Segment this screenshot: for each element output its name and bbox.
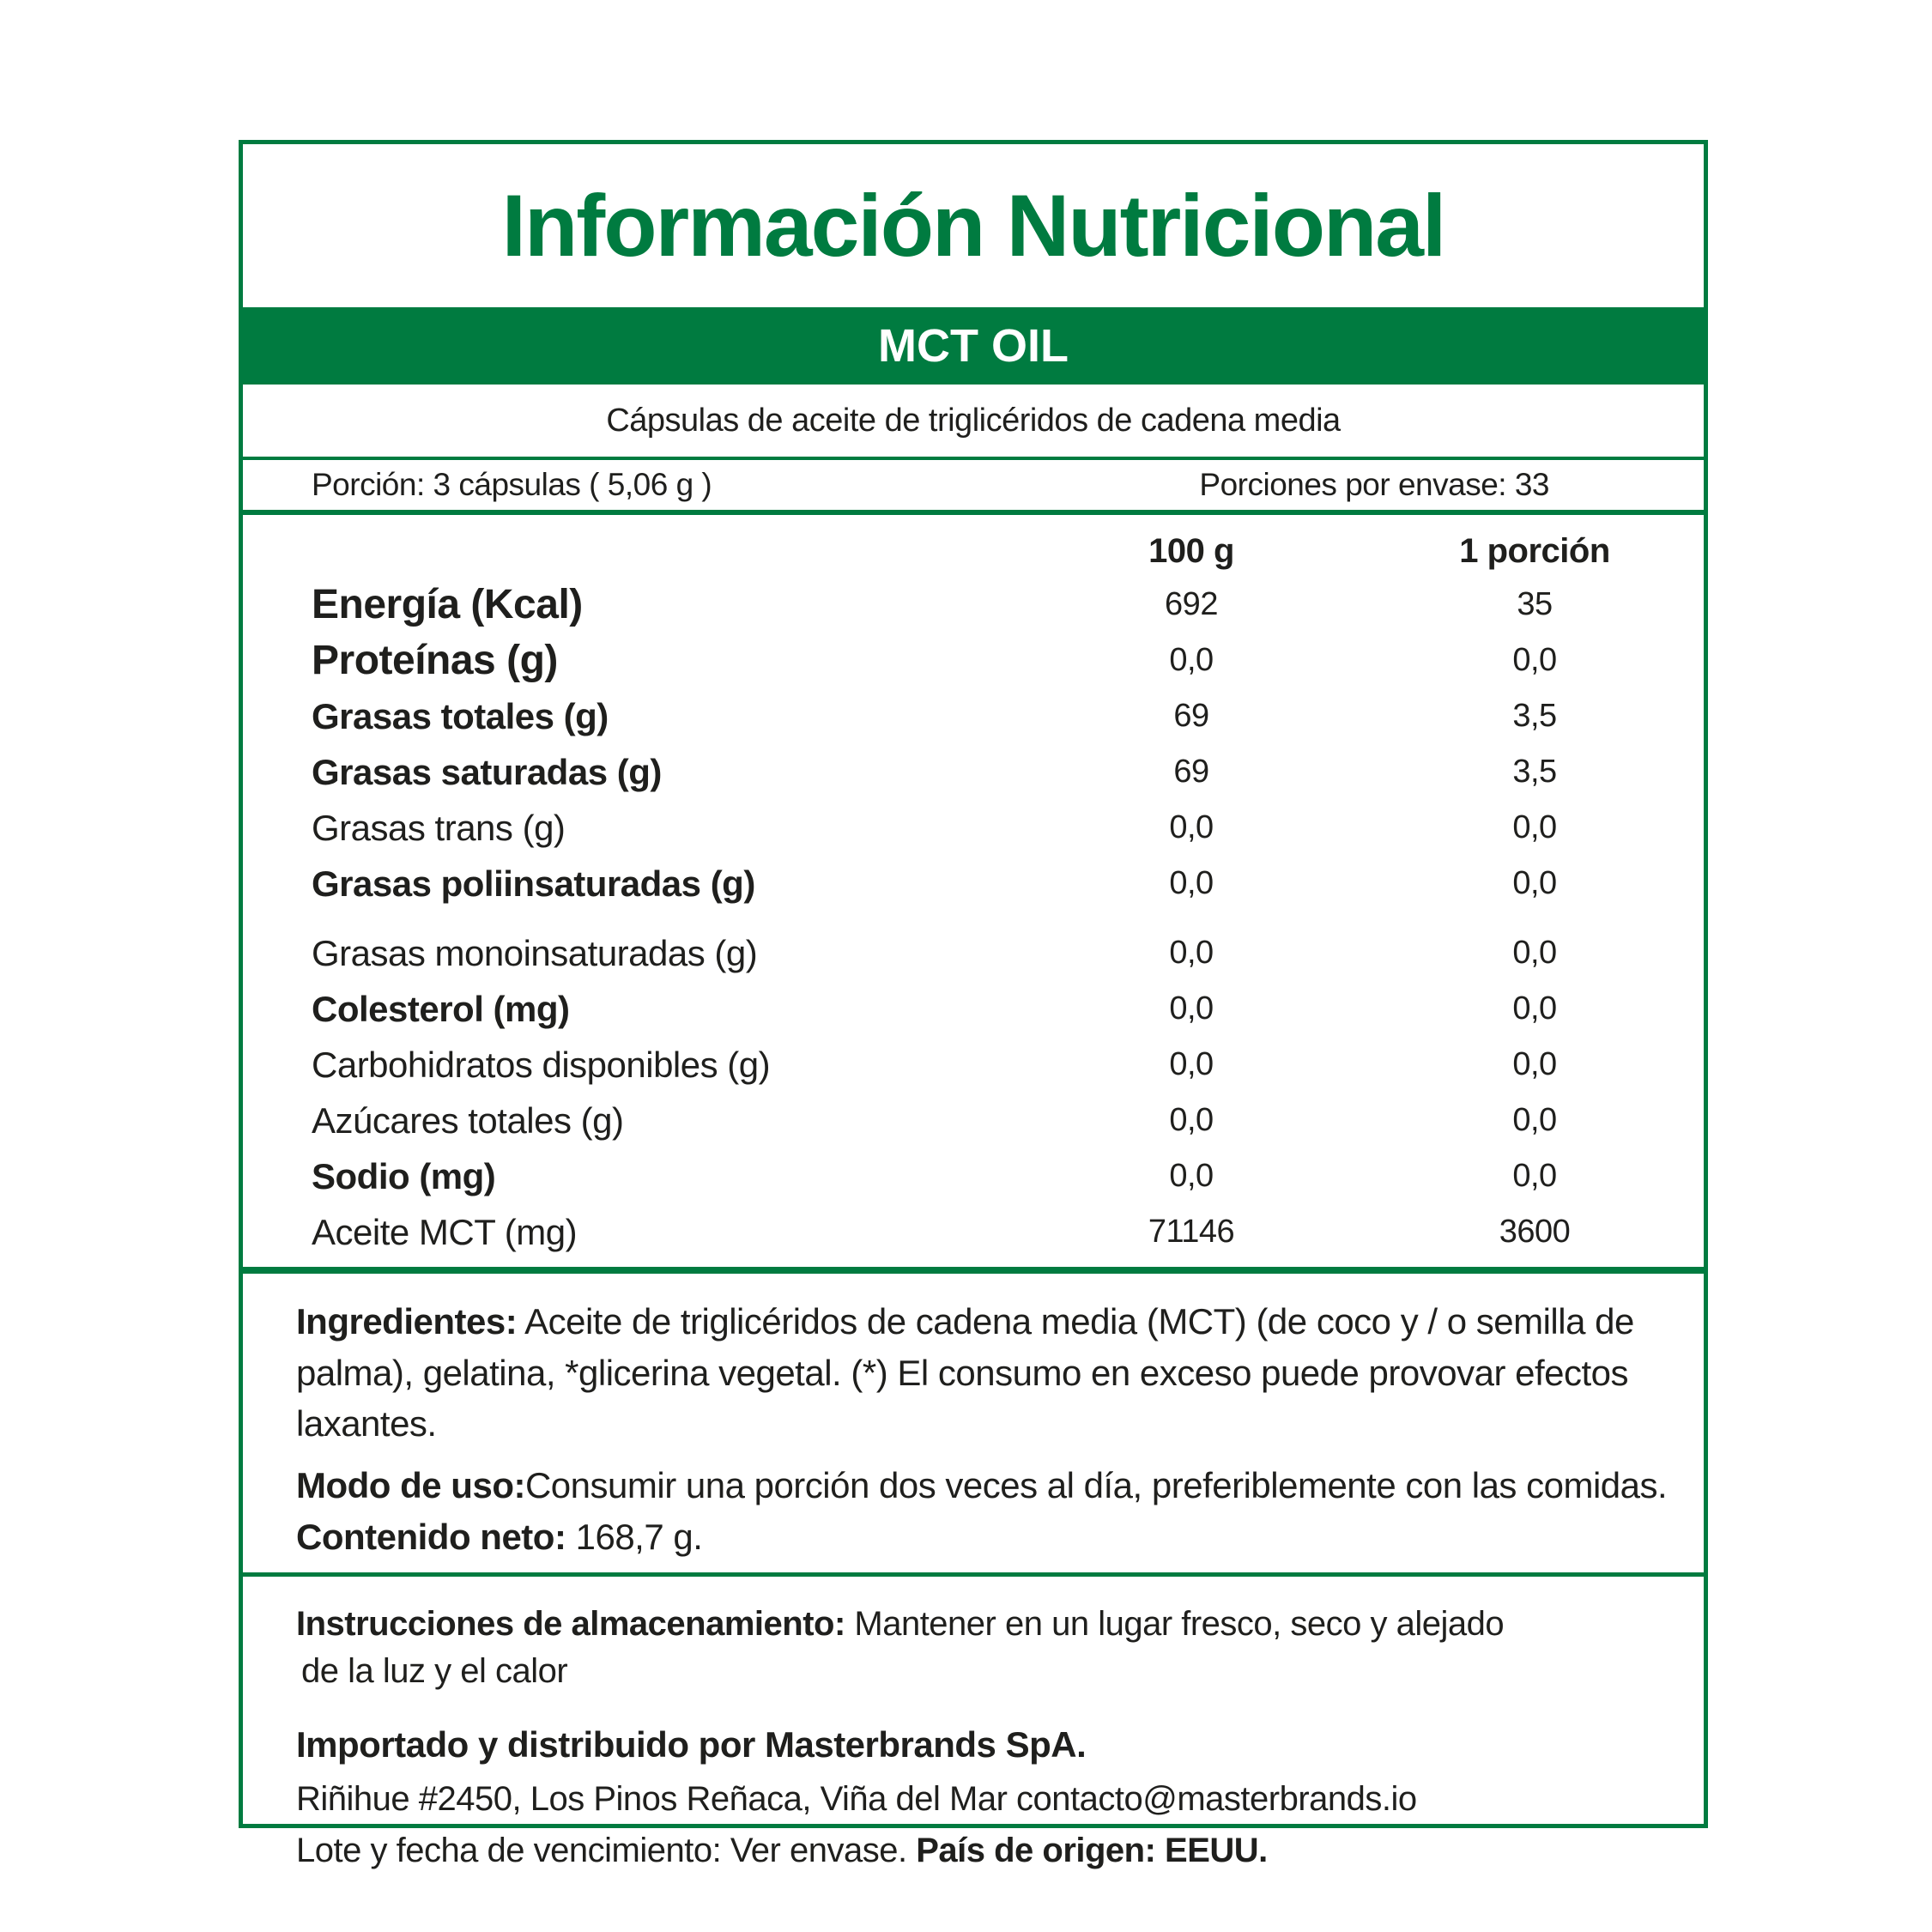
page-title: Información Nutricional xyxy=(501,176,1445,275)
storage-label: Instrucciones de almacenamiento: xyxy=(296,1605,845,1644)
table-row xyxy=(243,744,1704,800)
ingredients-label: Ingredientes: xyxy=(296,1301,518,1341)
product-subtitle: Cápsulas de aceite de triglicéridos de cadena media xyxy=(606,402,1341,439)
net-content-label: Contenido neto: xyxy=(296,1516,566,1557)
value-per-portion: 0,0 xyxy=(1512,1158,1557,1194)
table-row xyxy=(243,925,1704,981)
usage-paragraph xyxy=(296,1460,1669,1562)
table-row xyxy=(243,981,1704,1037)
value-per-100g: 69 xyxy=(1173,698,1209,734)
table-row xyxy=(243,688,1704,744)
nutrient-name: Aceite MCT (mg) xyxy=(312,1211,578,1252)
table-row xyxy=(243,800,1704,856)
usage-text: Consumir una porción dos veces al día, preferiblemente con las comidas. xyxy=(524,1464,1668,1505)
table-row xyxy=(243,1037,1704,1093)
value-per-100g: 0,0 xyxy=(1169,1046,1214,1082)
value-per-portion: 0,0 xyxy=(1512,1102,1557,1138)
table-header xyxy=(243,525,1704,577)
value-per-100g: 0,0 xyxy=(1169,865,1214,901)
product-band xyxy=(243,307,1704,385)
nutrient-name: Azúcares totales (g) xyxy=(312,1099,624,1141)
nutrient-name: Grasas saturadas (g) xyxy=(312,751,662,792)
value-per-100g: 0,0 xyxy=(1169,990,1214,1027)
nutrient-name: Grasas trans (g) xyxy=(312,807,566,848)
table-row xyxy=(243,1148,1704,1204)
value-per-100g: 0,0 xyxy=(1169,1102,1214,1138)
lot-origin-line xyxy=(296,1827,1669,1874)
storage-instructions-line2: de la luz y el calor xyxy=(301,1652,568,1691)
value-per-100g: 71146 xyxy=(1148,1214,1235,1250)
table-row xyxy=(243,1204,1704,1260)
nutrient-name: Grasas totales (g) xyxy=(312,695,609,736)
lot-text: Lote y fecha de vencimiento: Ver envase. xyxy=(296,1831,917,1869)
title-section xyxy=(243,144,1704,307)
value-per-100g: 0,0 xyxy=(1169,935,1214,971)
value-per-100g: 0,0 xyxy=(1169,809,1214,845)
value-per-portion: 0,0 xyxy=(1512,935,1557,971)
value-per-portion: 0,0 xyxy=(1512,865,1557,901)
portion-row xyxy=(243,460,1704,515)
usage-label: Modo de uso: xyxy=(296,1464,525,1505)
table-row xyxy=(243,856,1704,911)
nutrient-name: Carbohidratos disponibles (g) xyxy=(312,1044,771,1085)
nutrient-name: Grasas poliinsaturadas (g) xyxy=(312,863,755,904)
value-per-portion: 3,5 xyxy=(1512,698,1557,734)
portion-size: Porción: 3 cápsulas ( 5,06 g ) xyxy=(312,467,712,502)
column-header-portion: 1 porción xyxy=(1459,531,1610,570)
servings-per-container: Porciones por envase: 33 xyxy=(1199,467,1549,502)
product-name: MCT OIL xyxy=(878,320,1069,372)
importer-line: Importado y distribuido por Masterbrands SpA. xyxy=(296,1723,1087,1765)
ingredients-text: Aceite de triglicéridos de cadena media (MCT) (de coco y / o semilla de palma), gelatina, *glicerina vegetal. (*) El consumo en exceso puede provovar efectos laxantes. xyxy=(296,1301,1634,1444)
storage-instructions xyxy=(296,1601,1669,1648)
value-per-portion: 3,5 xyxy=(1512,754,1557,790)
value-per-portion: 3600 xyxy=(1499,1214,1571,1250)
value-per-100g: 0,0 xyxy=(1169,642,1214,678)
ingredients-section xyxy=(243,1274,1704,1577)
table-row xyxy=(243,633,1704,688)
column-header-100g: 100 g xyxy=(1148,531,1234,570)
net-content-value: 168,7 g. xyxy=(566,1516,703,1557)
value-per-portion: 0,0 xyxy=(1512,809,1557,845)
value-per-100g: 69 xyxy=(1173,754,1209,790)
storage-text: Mantener en un lugar fresco, seco y alejado xyxy=(845,1605,1505,1644)
ingredients-paragraph xyxy=(296,1296,1669,1450)
table-row xyxy=(243,577,1704,633)
origin-text: País de origen: EEUU. xyxy=(916,1831,1268,1869)
nutrient-name: Colesterol (mg) xyxy=(312,988,570,1029)
subtitle-row xyxy=(243,385,1704,460)
value-per-portion: 0,0 xyxy=(1512,642,1557,678)
value-per-100g: 692 xyxy=(1165,586,1218,622)
storage-distribution-section xyxy=(243,1577,1704,1874)
nutrient-name: Energía (Kcal) xyxy=(312,582,583,627)
nutrient-name: Proteínas (g) xyxy=(312,638,558,683)
nutrient-name: Grasas monoinsaturadas (g) xyxy=(312,932,758,973)
nutrient-name: Sodio (mg) xyxy=(312,1155,496,1196)
table-row xyxy=(243,1093,1704,1148)
value-per-portion: 0,0 xyxy=(1512,990,1557,1027)
address-line: Riñihue #2450, Los Pinos Reñaca, Viña del Mar contacto@masterbrands.io xyxy=(296,1780,1417,1819)
nutrition-table xyxy=(243,515,1704,1274)
value-per-100g: 0,0 xyxy=(1169,1158,1214,1194)
nutrition-label xyxy=(239,140,1708,1869)
value-per-portion: 35 xyxy=(1517,586,1553,622)
value-per-portion: 0,0 xyxy=(1512,1046,1557,1082)
